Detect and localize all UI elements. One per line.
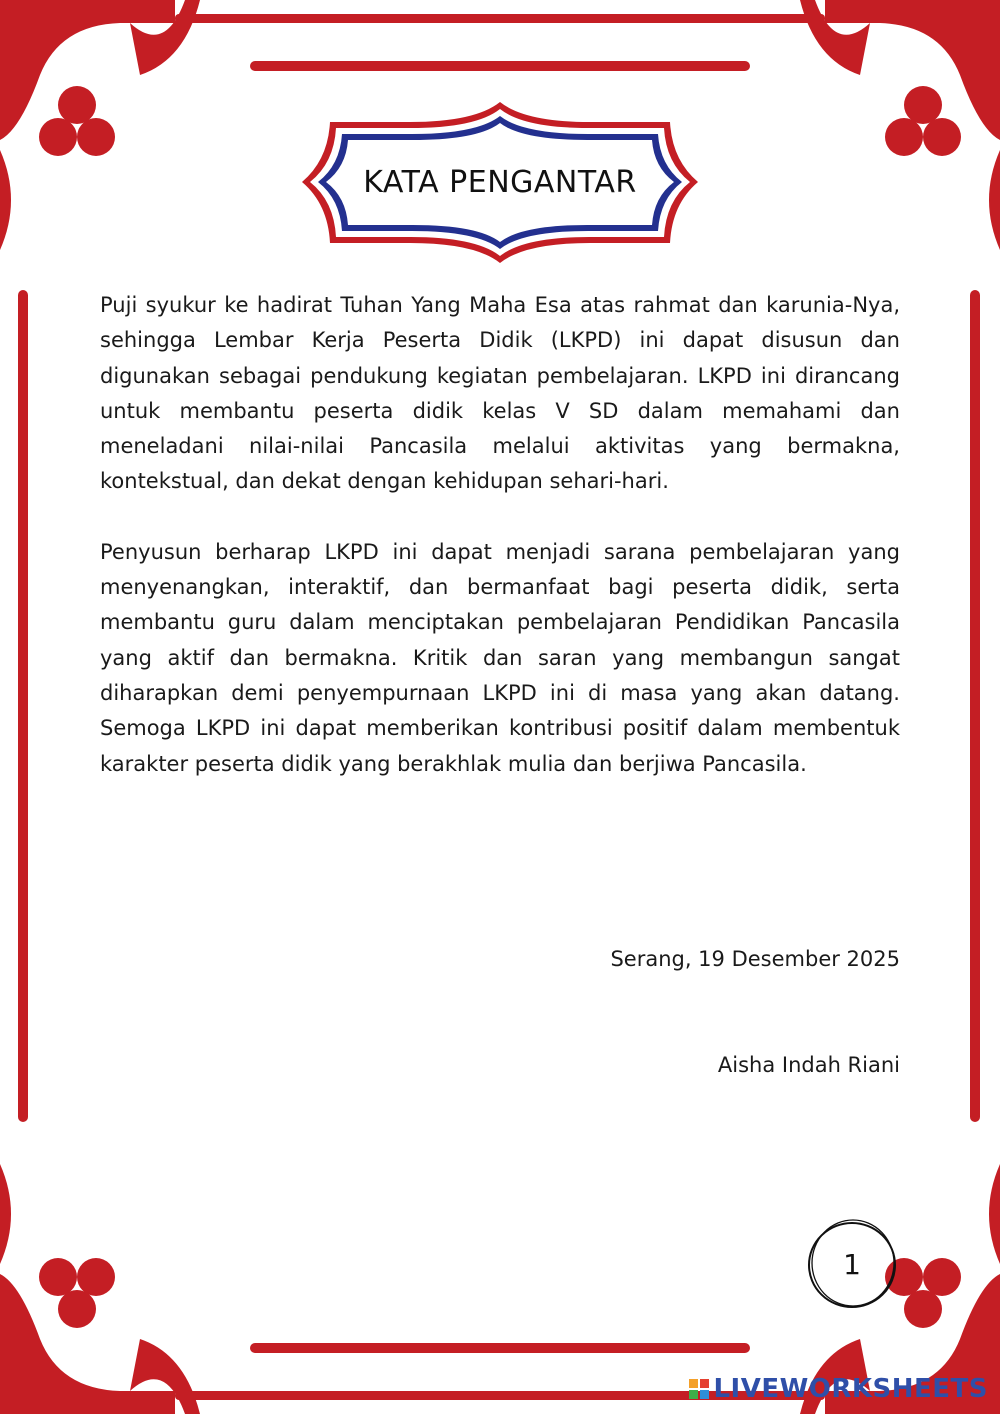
corner-ornament-top-left — [0, 0, 200, 250]
watermark-text: LIVEWORKSHEETS — [713, 1374, 988, 1404]
corner-ornament-bottom-left — [0, 1164, 200, 1414]
page-number-badge — [806, 1218, 898, 1310]
page-number: 1 — [843, 1247, 861, 1281]
liveworksheets-logo-icon — [689, 1379, 709, 1399]
foreword-body — [100, 288, 900, 817]
page-title: KATA PENGANTAR — [363, 165, 637, 200]
liveworksheets-watermark — [689, 1374, 988, 1404]
signature-name: Aisha Indah Riani — [717, 1053, 900, 1077]
paragraph-1: Puji syukur ke hadirat Tuhan Yang Maha Esa atas rahmat dan karunia-Nya, sehingga Lembar Kerja Peserta Didik (LKPD) ini dapat disusun dan digunakan sebagai pendukung kegiatan pembelajaran. LKPD ini dirancang untuk membantu peserta didik kelas V SD dalam memahami dan meneladani nilai-nilai Pancasila melalui aktivitas yang bermakna, kontekstual, dan dekat dengan kehidupan sehari-hari. — [100, 293, 900, 494]
corner-ornament-top-right — [800, 0, 1000, 250]
signature-place-date: Serang, 19 Desember 2025 — [610, 947, 900, 971]
paragraph-2: Penyusun berharap LKPD ini dapat menjadi sarana pembelajaran yang menyenangkan, interaktif, dan bermanfaat bagi peserta didik, serta membantu guru dalam menciptakan pembelajaran Pendidikan Pancasila yang aktif dan bermakna. Kritik dan saran yang membangun sangat diharapkan demi penyempurnaan LKPD ini di masa yang akan datang. Semoga LKPD ini dapat memberikan kontribusi positif dalam membentuk karakter peserta didik yang berakhlak mulia dan berjiwa Pancasila. — [100, 539, 900, 776]
